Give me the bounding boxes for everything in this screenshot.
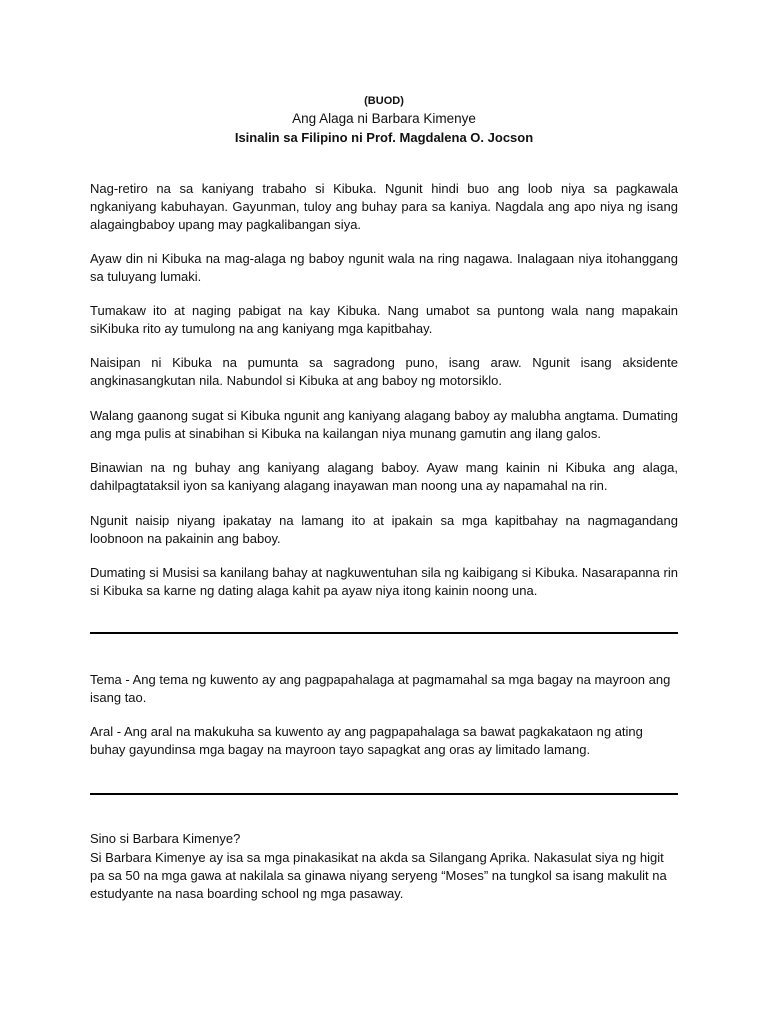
summary-paragraph: Ayaw din ni Kibuka na mag-alaga ng baboy ngunit wala na ring nagawa. Inalagaan niya itohanggang sa tuluyang lumaki. — [90, 251, 678, 284]
summary-paragraph: Walang gaanong sugat si Kibuka ngunit ang kaniyang alagang baboy ay malubha angtama. Dumating ang mga pulis at sinabihan si Kibuka na kailangan niya munang gamutin ang ilang galos. — [90, 408, 678, 441]
theme-paragraph: Tema - Ang tema ng kuwento ay ang pagpapahalaga at pagmamahal sa mga bagay na mayroon ang isang tao. — [90, 672, 671, 705]
document-label: (BUOD) — [364, 95, 404, 107]
summary-paragraph: Binawian na ng buhay ang kaniyang alagang baboy. Ayaw mang kainin ni Kibuka ang alaga, dahilpagtataksil iyon sa kaniyang alagang inayawan man noong una ay napamahal na rin. — [90, 460, 678, 493]
summary-paragraph: Ngunit naisip niyang ipakatay na lamang ito at ipakain sa mga kapitbahay na nagmagandang loobnoon na pakainin ang baboy. — [90, 513, 678, 546]
section-divider — [90, 793, 678, 795]
document-title: Ang Alaga ni Barbara Kimenye — [292, 111, 476, 126]
author-heading: Sino si Barbara Kimenye? — [90, 831, 241, 846]
summary-paragraph: Naisipan ni Kibuka na pumunta sa sagradong puno, isang araw. Ngunit isang aksidente angkinasangkutan nila. Nabundol si Kibuka at ang baboy ng motorsiklo. — [90, 355, 678, 388]
lesson-paragraph: Aral - Ang aral na makukuha sa kuwento ay ang pagpapahalaga sa bawat pagkakataon ng ating buhay gayundinsa mga bagay na mayroon tayo sapagkat ang oras ay limitado lamang. — [90, 724, 643, 757]
document-subtitle: Isinalin sa Filipino ni Prof. Magdalena O. Jocson — [234, 130, 534, 145]
summary-paragraph: Nag-retiro na sa kaniyang trabaho si Kibuka. Ngunit hindi buo ang loob niya sa pagkawala ngkaniyang kabuhayan. Gayunman, tuloy ang buhay para sa kaniya. Nagdala ang apo niya ng isang alagaingbaboy upang may pagkalibangan siya. — [90, 181, 678, 232]
author-paragraph: Si Barbara Kimenye ay isa sa mga pinakasikat na akda sa Silangang Aprika. Nakasulat siya ng higit pa sa 50 na mga gawa at nakilala sa ginawa niyang seryeng “Moses” na tungkol sa isang makulit na estudyante na nasa boarding school ng mga pasaway. — [90, 850, 667, 901]
section-divider — [90, 632, 678, 634]
summary-paragraph: Tumakaw ito at naging pabigat na kay Kibuka. Nang umabot sa puntong wala nang mapakain siKibuka rito ay tumulong na ang kaniyang mga kapitbahay. — [90, 303, 678, 336]
summary-paragraph: Dumating si Musisi sa kanilang bahay at nagkuwentuhan sila ng kaibigang si Kibuka. Nasarapanna rin si Kibuka sa karne ng dating alaga kahit pa ayaw niya itong kainin noong una. — [90, 565, 678, 598]
